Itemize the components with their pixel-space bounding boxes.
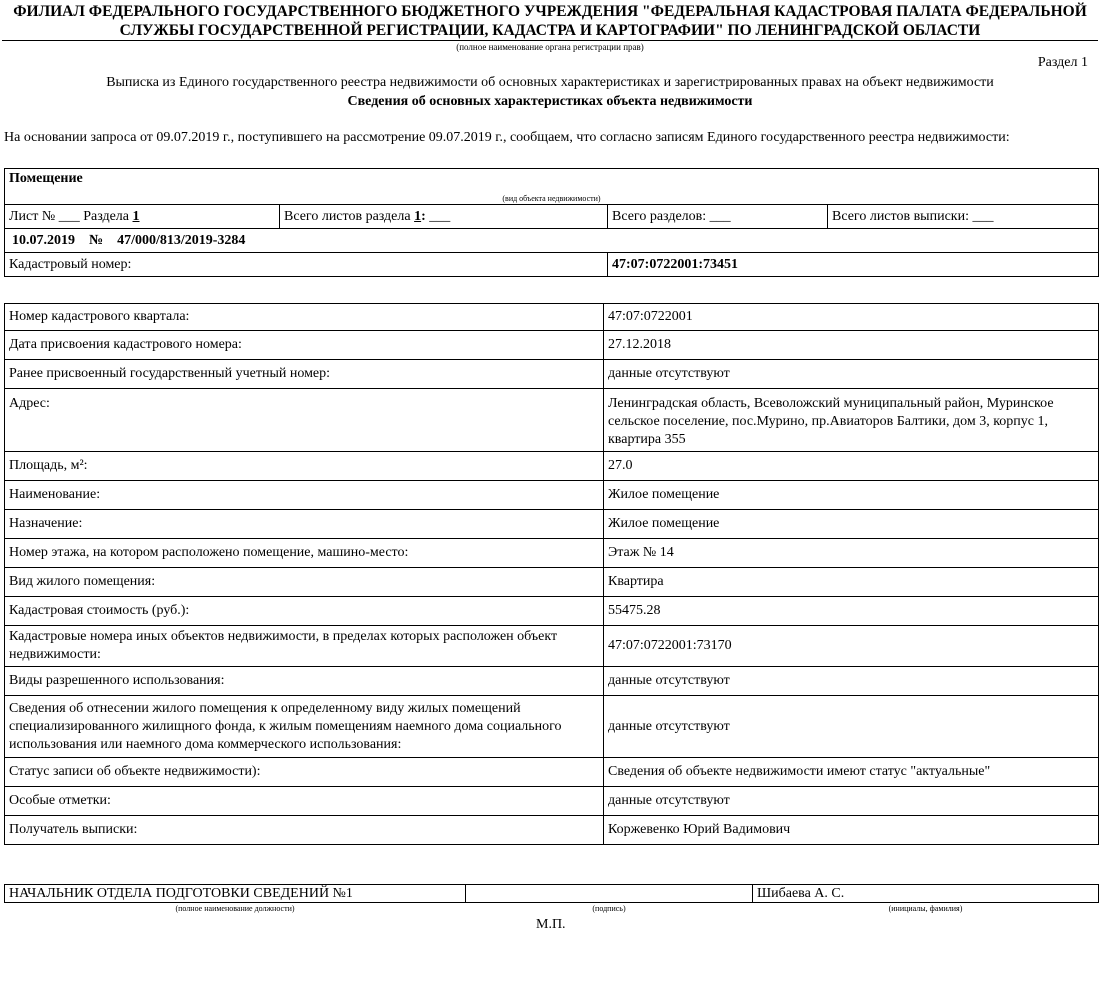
table-row [5, 389, 1099, 452]
row-label: Статус записи об объекте недвижимости): [5, 758, 604, 787]
row-label: Площадь, м²: [5, 452, 604, 481]
signature-captions-row [5, 903, 1099, 914]
organization-name: ФИЛИАЛ ФЕДЕРАЛЬНОГО ГОСУДАРСТВЕННОГО БЮДЖЕТНОГО УЧРЕЖДЕНИЯ "ФЕДЕРАЛЬНАЯ КАДАСТРОВАЯ ПАЛАТА ФЕДЕРАЛЬНОЙ СЛУЖБЫ ГОСУДАРСТВЕННОЙ РЕГИСТРАЦИИ, КАДАСТРА И КАРТОГРАФИИ" ПО ЛЕНИНГРАДСКОЙ ОБЛАСТИ [13, 3, 1087, 39]
document-title: Выписка из Единого государственного реестра недвижимости об основных характеристиках и зарегистрированных правах на объект недвижимости [106, 75, 994, 90]
table-row [5, 787, 1099, 816]
table-row [5, 331, 1099, 360]
table-row [5, 481, 1099, 510]
table-row [5, 626, 1099, 667]
date-number-cell: 10.07.2019 № 47/000/813/2019-3284 [5, 229, 1099, 253]
row-value: 47:07:0722001:73170 [604, 626, 1099, 667]
table-row [5, 452, 1099, 481]
row-label: Кадастровые номера иных объектов недвижимости, в пределах которых расположен объект недвижимости: [5, 626, 604, 667]
table-row [5, 539, 1099, 568]
row-label: Виды разрешенного использования: [5, 667, 604, 696]
row-value: данные отсутствуют [604, 667, 1099, 696]
row-label: Особые отметки: [5, 787, 604, 816]
characteristics-table [4, 303, 1099, 845]
table-row [5, 816, 1099, 845]
row-value: данные отсутствуют [604, 696, 1099, 758]
row-label: Сведения об отнесении жилого помещения к определенному виду жилых помещений специализированного жилищного фонда, к жилым помещениям наемного дома социального использования или наемного дома коммерческого использования: [5, 696, 604, 758]
row-label: Дата присвоения кадастрового номера: [5, 331, 604, 360]
row-value: данные отсутствуют [604, 787, 1099, 816]
table-row [5, 360, 1099, 389]
total-sections-cell: Всего разделов: ___ [608, 205, 828, 229]
signer-name: Шибаева А. С. [753, 885, 1099, 903]
row-value: Ленинградская область, Всеволожский муниципальный район, Муринское сельское поселение, пос.Мурино, пр.Авиаторов Балтики, дом 3, корпус 1, квартира 355 [604, 389, 1099, 452]
row-value: 55475.28 [604, 597, 1099, 626]
sheet-number-cell: Лист № ___ Раздела 1 [5, 205, 280, 229]
object-type-cell [5, 169, 1099, 205]
table-row [5, 510, 1099, 539]
row-value: 47:07:0722001 [604, 304, 1099, 331]
extract-number: 47/000/813/2019-3284 [117, 232, 246, 248]
cadastral-row [5, 253, 1099, 277]
name-caption: (инициалы, фамилия) [888, 903, 963, 913]
organization-rule [2, 40, 1098, 41]
sign-caption: (подпись) [592, 903, 626, 913]
total-extract-sheets-cell: Всего листов выписки: ___ [828, 205, 1099, 229]
total-sheets-cell: Всего листов раздела 1: ___ [280, 205, 608, 229]
row-value: Этаж № 14 [604, 539, 1099, 568]
section-number: Раздел 1 [1037, 55, 1088, 70]
row-label: Номер этажа, на котором расположено помещение, машино-место: [5, 539, 604, 568]
table-row [5, 667, 1099, 696]
row-label: Адрес: [5, 389, 604, 452]
row-value: Коржевенко Юрий Вадимович [604, 816, 1099, 845]
row-label: Номер кадастрового квартала: [5, 304, 604, 331]
object-type-row [5, 169, 1099, 205]
row-value: Жилое помещение [604, 510, 1099, 539]
row-value: данные отсутствуют [604, 360, 1099, 389]
object-type: Помещение [9, 171, 83, 186]
table-row [5, 304, 1099, 331]
row-label: Наименование: [5, 481, 604, 510]
signature-row [5, 885, 1099, 903]
position-caption: (полное наименование должности) [175, 903, 295, 913]
table-row [5, 696, 1099, 758]
row-label: Получатель выписки: [5, 816, 604, 845]
cadastral-value: 47:07:0722001:73451 [608, 253, 1099, 277]
row-value: Сведения об объекте недвижимости имеют статус "актуальные" [604, 758, 1099, 787]
object-header-table [4, 168, 1099, 277]
row-value: Квартира [604, 568, 1099, 597]
document-heading [0, 73, 1100, 111]
document-subtitle: Сведения об основных характеристиках объекта недвижимости [347, 94, 753, 109]
signature-field [466, 885, 753, 903]
object-type-caption: (вид объекта недвижимости) [502, 194, 601, 203]
intro-text: На основании запроса от 09.07.2019 г., поступившего на рассмотрение 09.07.2019 г., сообщаем, что согласно записям Единого государственного реестра недвижимости: [4, 130, 1010, 145]
row-value: 27.12.2018 [604, 331, 1099, 360]
row-value: 27.0 [604, 452, 1099, 481]
table-row [5, 597, 1099, 626]
signer-position: НАЧАЛЬНИК ОТДЕЛА ПОДГОТОВКИ СВЕДЕНИЙ №1 [5, 885, 466, 903]
row-label: Вид жилого помещения: [5, 568, 604, 597]
table-row [5, 758, 1099, 787]
organization-caption: (полное наименование органа регистрации прав) [456, 42, 644, 52]
extract-date: 10.07.2019 [12, 232, 75, 248]
table-row [5, 568, 1099, 597]
date-number-row [5, 229, 1099, 253]
row-label: Кадастровая стоимость (руб.): [5, 597, 604, 626]
row-value: Жилое помещение [604, 481, 1099, 510]
row-label: Ранее присвоенный государственный учетный номер: [5, 360, 604, 389]
cadastral-label: Кадастровый номер: [5, 253, 608, 277]
sheets-row [5, 205, 1099, 229]
signature-table [4, 884, 1099, 913]
row-label: Назначение: [5, 510, 604, 539]
seal-mark: М.П. [536, 917, 566, 932]
